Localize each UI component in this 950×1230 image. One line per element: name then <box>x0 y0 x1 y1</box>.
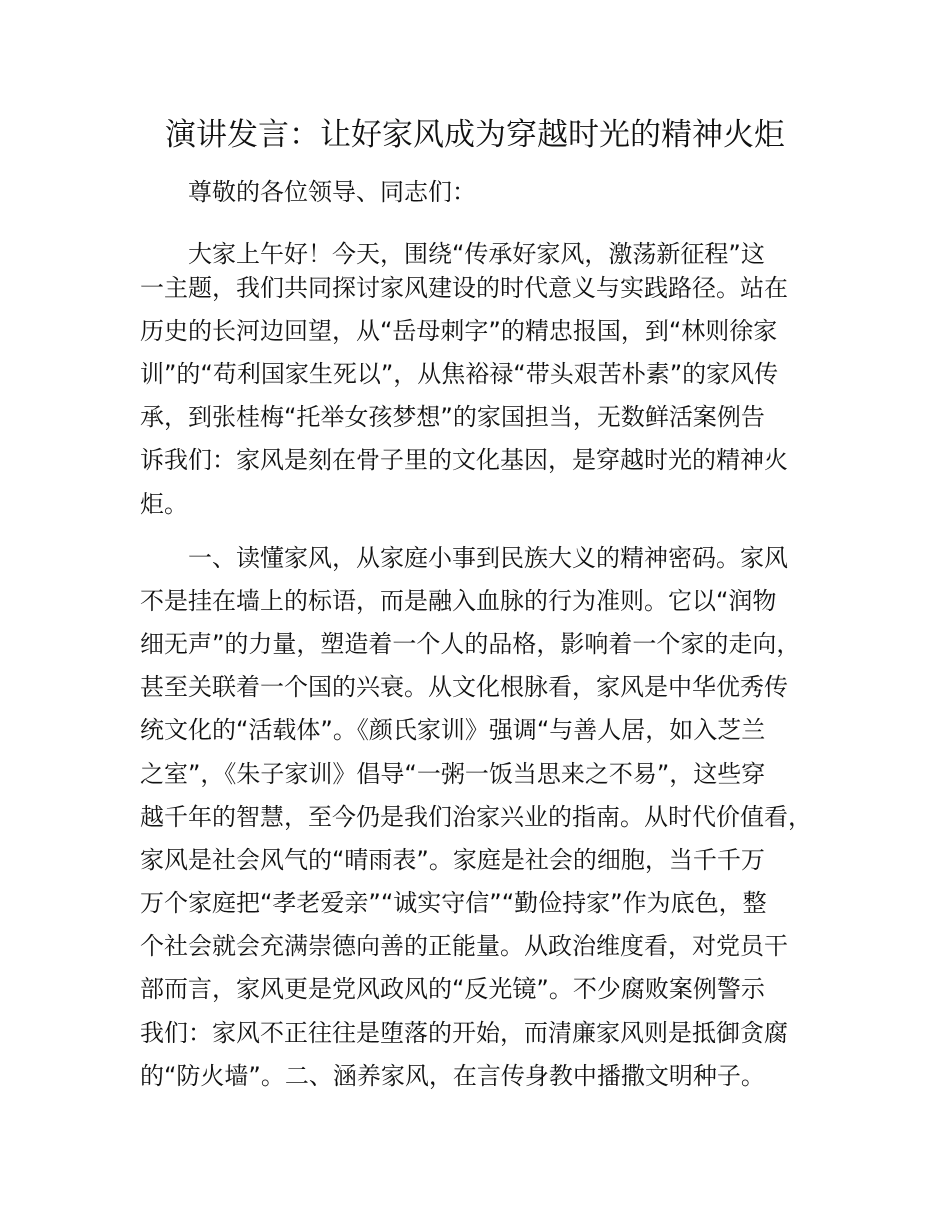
paragraph-2-line-9: 万个家庭把“孝老爱亲”“诚实守信”“勤俭持家”作为底色，整 <box>140 889 767 917</box>
paragraph-2-line-8: 家风是社会风气的“晴雨表”。家庭是社会的细胞，当千千万 <box>140 846 765 874</box>
paragraph-2-line-6: 之室”，《朱子家训》倡导“一粥一饭当思来之不易”，这些穿 <box>140 760 766 788</box>
paragraph-2-line-4: 甚至关联着一个国的兴衰。从文化根脉看，家风是中华优秀传 <box>140 673 788 701</box>
paragraph-1-line-4: 训”的“苟利国家生死以”，从焦裕禄“带头艰苦朴素”的家风传 <box>140 360 779 388</box>
paragraph-2-line-11: 部而言，家风更是党风政风的“反光镜”。不少腐败案例警示 <box>140 975 765 1003</box>
paragraph-2-line-12: 我们：家风不正往往是堕落的开始，而清廉家风则是抵御贪腐 <box>140 1019 788 1047</box>
paragraph-2-line-13: 的“防火墙”。二、涵养家风，在言传身教中播撒文明种子。 <box>140 1062 765 1090</box>
paragraph-2-line-10: 个社会就会充满崇德向善的正能量。从政治维度看，对党员干 <box>140 932 788 960</box>
paragraph-1-line-1: 大家上午好！今天，围绕“传承好家风，激荡新征程”这 <box>188 240 765 268</box>
paragraph-1-line-6: 诉我们：家风是刻在骨子里的文化基因，是穿越时光的精神火 <box>140 446 788 474</box>
paragraph-1-line-2: 一主题，我们共同探讨家风建设的时代意义与实践路径。站在 <box>140 274 788 302</box>
greeting-line: 尊敬的各位领导、同志们： <box>188 178 476 206</box>
paragraph-1-line-7: 炬。 <box>140 490 188 518</box>
paragraph-2-line-1: 一、读懂家风，从家庭小事到民族大义的精神密码。家风 <box>188 544 788 572</box>
paragraph-2-line-3: 细无声”的力量，塑造着一个人的品格，影响着一个家的走向， <box>140 630 801 658</box>
paragraph-1-line-5: 承，到张桂梅“托举女孩梦想”的家国担当，无数鲜活案例告 <box>140 403 765 431</box>
paragraph-2-line-5: 统文化的“活载体”。《颜氏家训》强调“与善人居，如入芝兰 <box>140 716 766 744</box>
paragraph-2-line-7: 越千年的智慧，至今仍是我们治家兴业的指南。从时代价值看， <box>140 803 812 831</box>
paragraph-2-line-2: 不是挂在墙上的标语，而是融入血脉的行为准则。它以“润物 <box>140 587 777 615</box>
document-title: 演讲发言：让好家风成为穿越时光的精神火炬 <box>165 117 785 153</box>
paragraph-1-line-3: 历史的长河边回望，从“岳母刺字”的精忠报国，到“林则徐家 <box>140 317 778 345</box>
